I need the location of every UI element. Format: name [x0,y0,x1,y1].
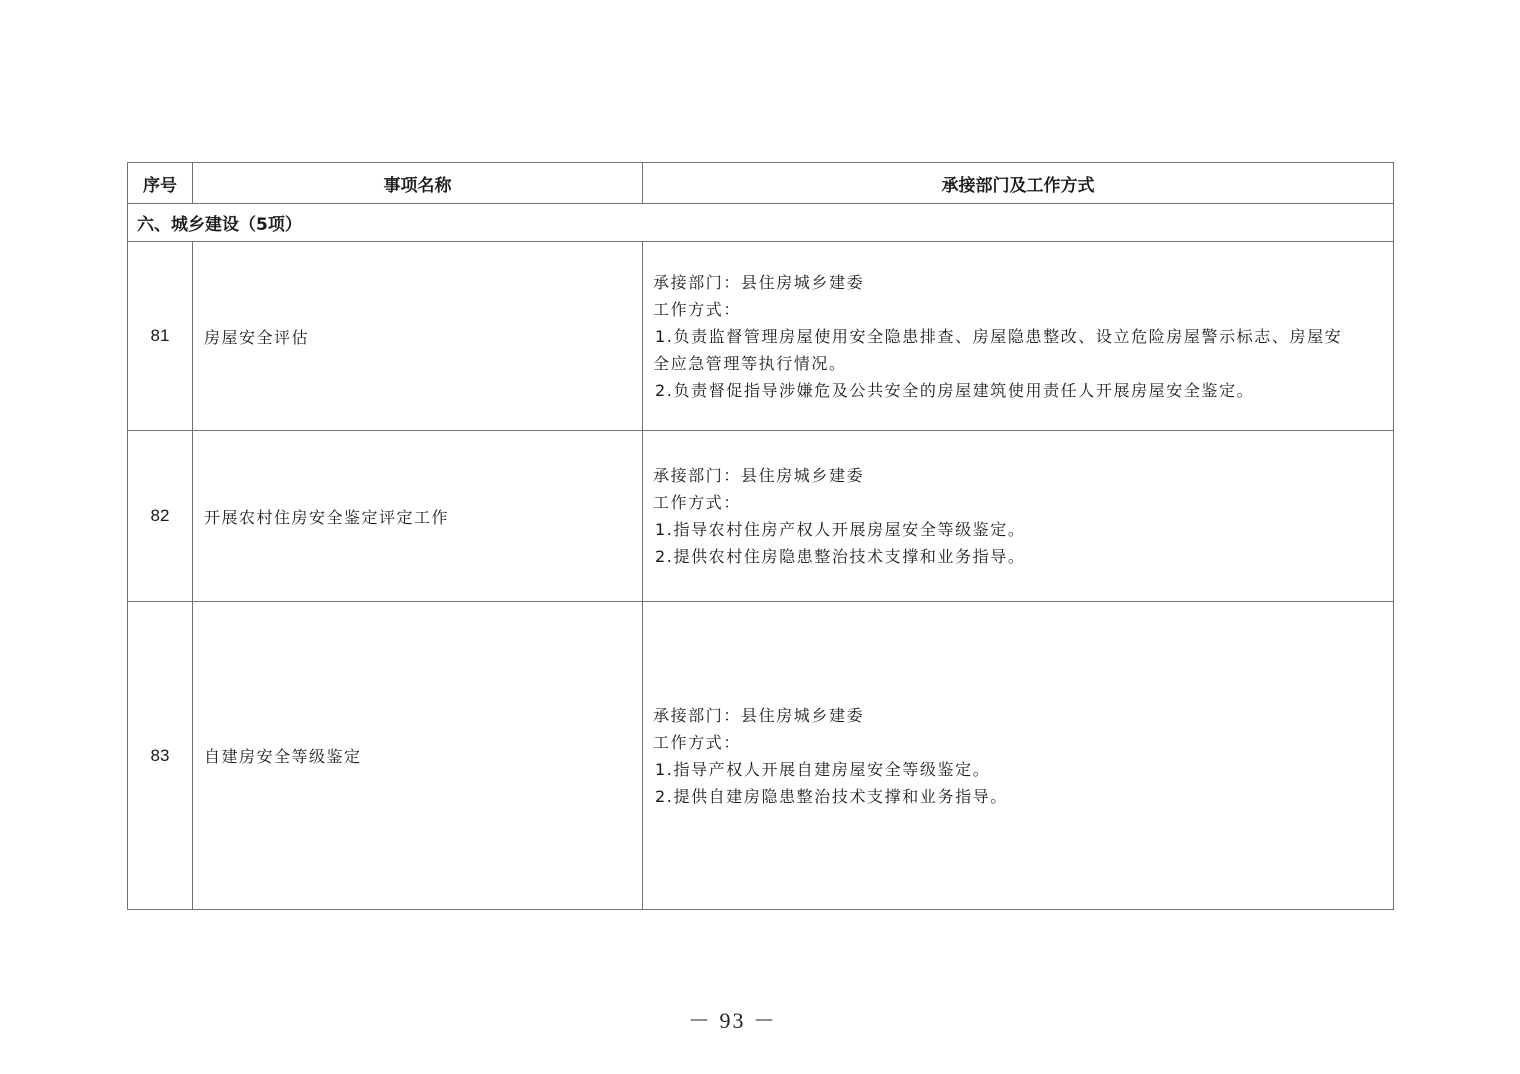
row-item-name: 房屋安全评估 [193,242,643,431]
table-row [128,602,1394,910]
table-row [128,431,1394,602]
detail-method-label: 工作方式： [653,299,742,319]
row-number: 83 [128,602,193,910]
detail-item: 2.提供自建房隐患整治技术支撑和业务指导。 [655,786,1008,806]
row-item-name: 开展农村住房安全鉴定评定工作 [193,431,643,602]
row-detail [643,431,1394,602]
row-detail [643,242,1394,431]
section-title: 六、城乡建设（5项） [128,204,1394,242]
detail-item: 1.指导农村住房产权人开展房屋安全等级鉴定。 [655,520,1026,539]
header-index: 序号 [128,163,193,204]
page-number: － 93 － [687,1008,777,1033]
table-header-row [128,163,1394,204]
header-item-name: 事项名称 [193,163,643,204]
detail-item-continued: 全应急管理等执行情况。 [653,353,847,373]
detail-item: 2.负责督促指导涉嫌危及公共安全的房屋建筑使用责任人开展房屋安全鉴定。 [655,380,1255,400]
row-number: 81 [128,242,193,431]
row-item-name: 自建房安全等级鉴定 [193,602,643,910]
services-table [127,162,1394,910]
header-department-method: 承接部门及工作方式 [643,163,1394,204]
detail-department: 承接部门：县住房城乡建委 [653,705,865,725]
detail-method-label: 工作方式： [653,732,742,752]
detail-method-label: 工作方式： [653,493,742,512]
row-detail [643,602,1394,910]
detail-item: 1.负责监督管理房屋使用安全隐患排查、房屋隐患整改、设立危险房屋警示标志、房屋安 [655,326,1343,346]
detail-item: 2.提供农村住房隐患整治技术支撑和业务指导。 [655,547,1026,566]
row-number: 82 [128,431,193,602]
detail-department: 承接部门：县住房城乡建委 [653,466,865,485]
section-row [128,204,1394,242]
detail-item: 1.指导产权人开展自建房屋安全等级鉴定。 [655,759,991,779]
detail-department: 承接部门：县住房城乡建委 [653,272,865,292]
table-row [128,242,1394,431]
